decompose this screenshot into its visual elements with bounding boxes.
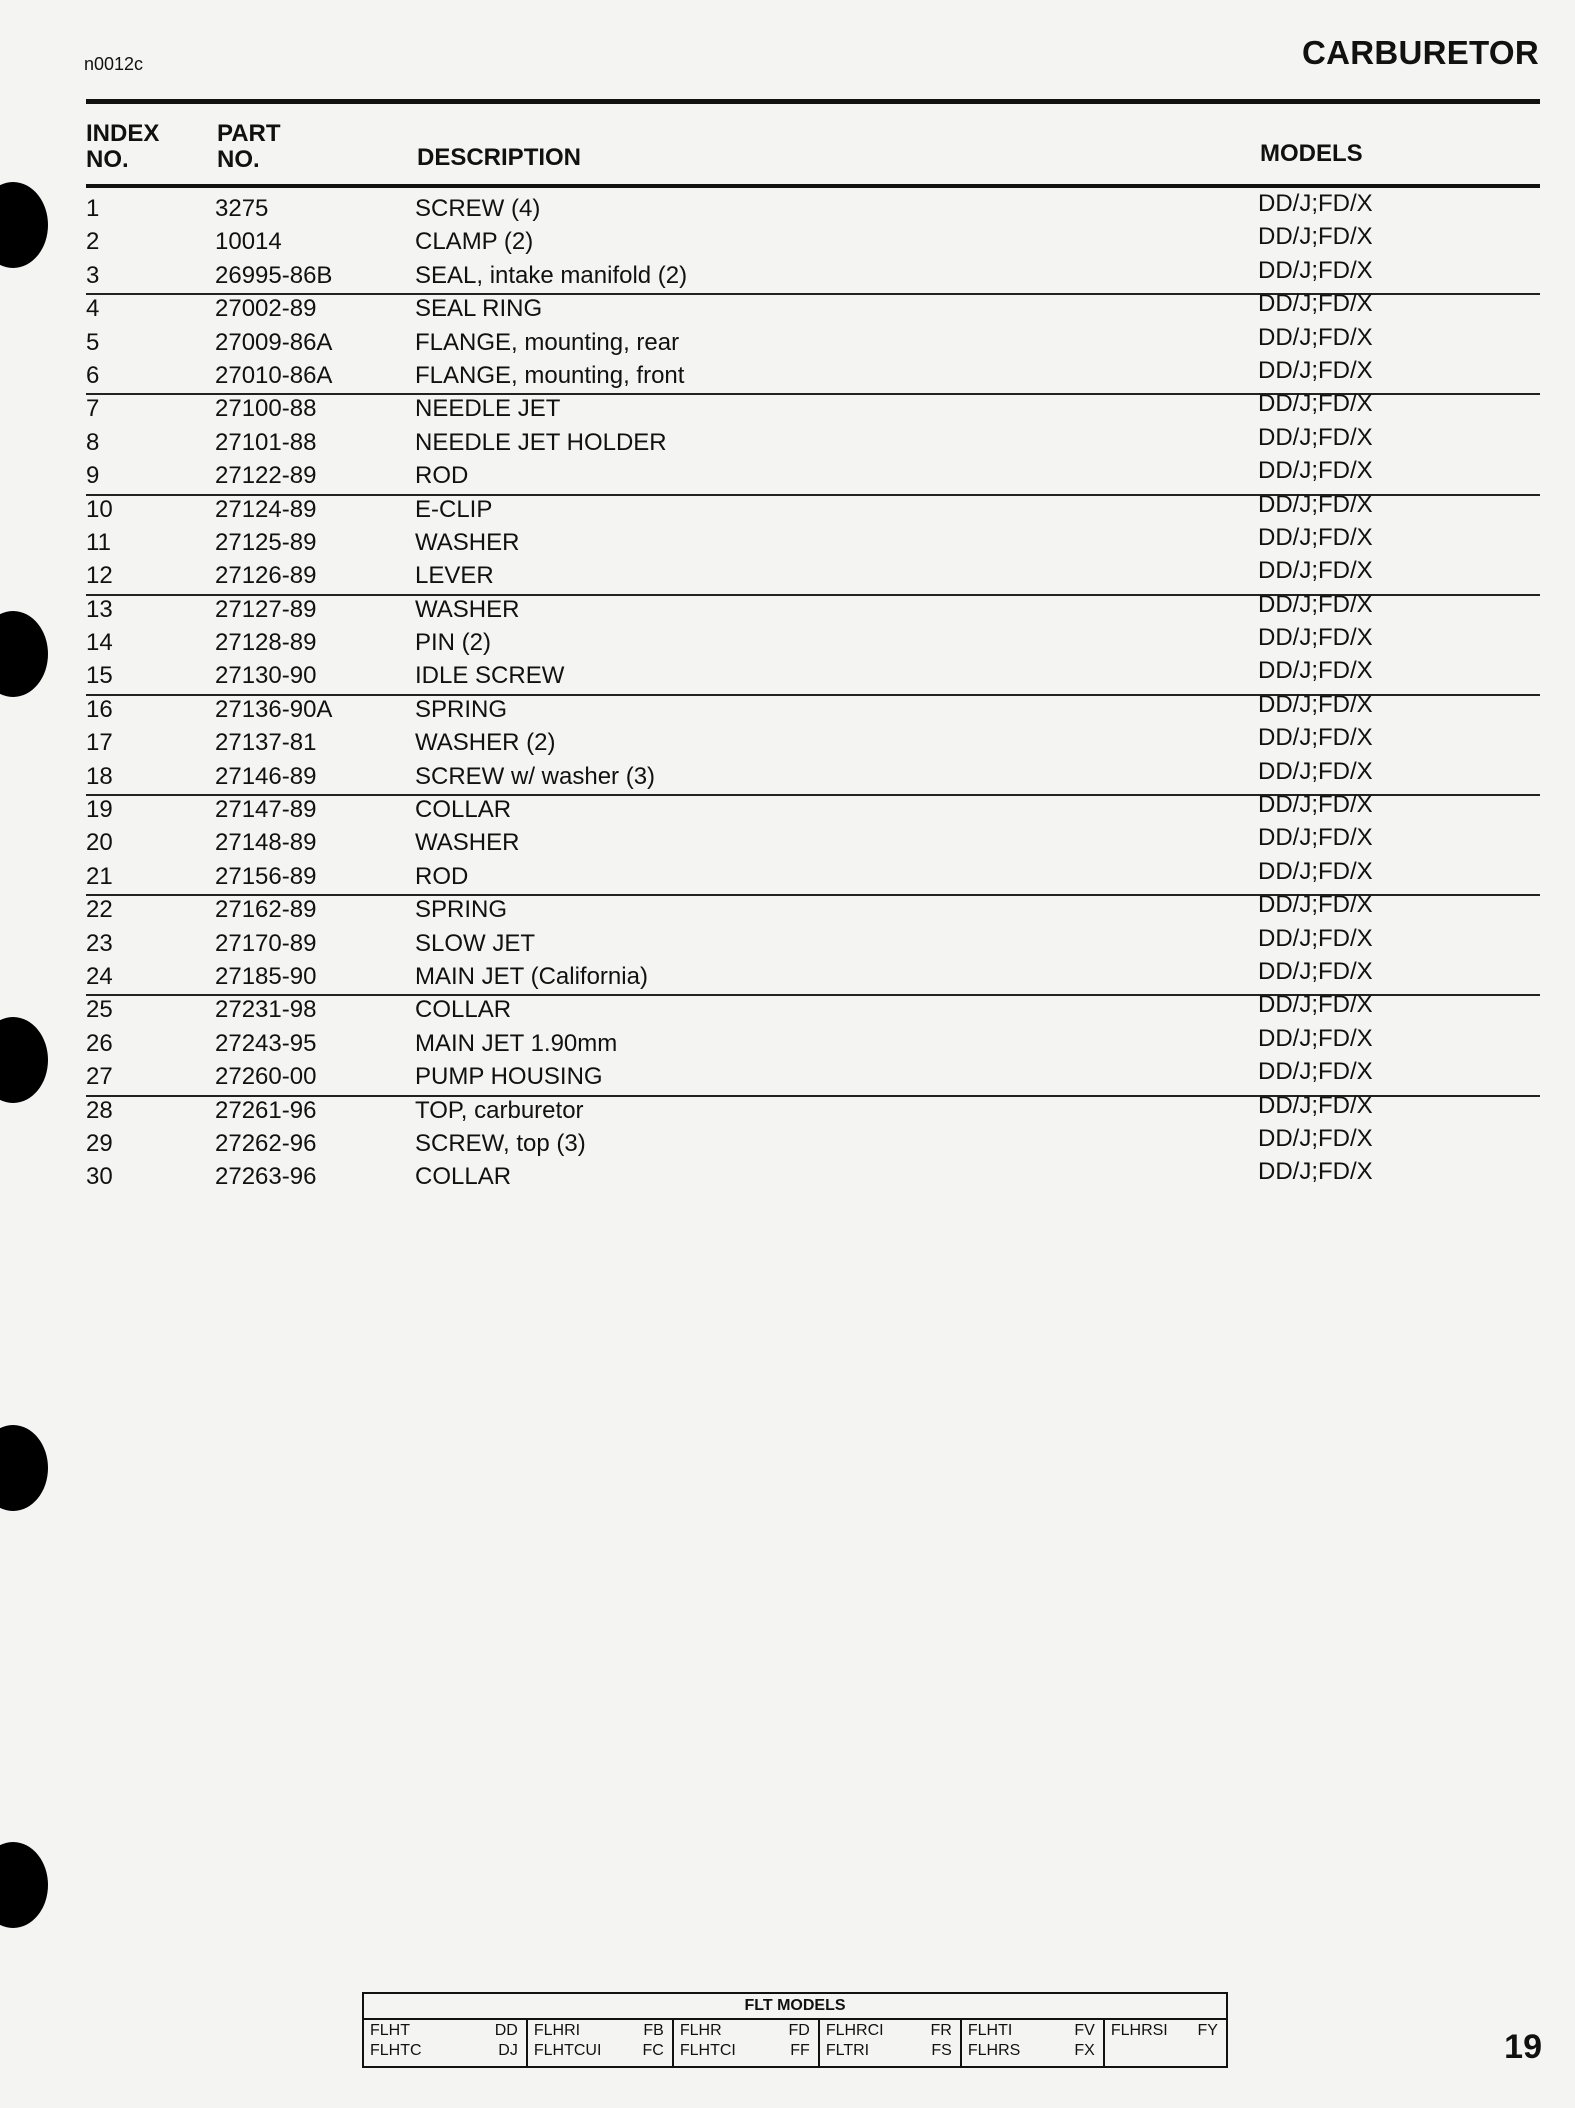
index-cell: 22 bbox=[86, 896, 113, 924]
description-cell: SLOW JET bbox=[415, 929, 536, 957]
models-cell: DD/J;FD/X bbox=[1258, 1158, 1373, 1186]
table-row bbox=[0, 590, 1575, 627]
model-code: DJ bbox=[498, 2042, 518, 2059]
table-row bbox=[0, 991, 1575, 1027]
document-code: n0012c bbox=[84, 54, 144, 74]
description-cell: SEAL, intake manifold (2) bbox=[415, 261, 688, 289]
model-code: FF bbox=[790, 2042, 810, 2059]
index-cell: 25 bbox=[86, 996, 113, 1024]
table-row bbox=[0, 557, 1575, 593]
part-number-cell: 27231-98 bbox=[215, 996, 317, 1024]
description-cell: CLAMP (2) bbox=[415, 228, 534, 256]
part-number-cell: 27002-89 bbox=[215, 295, 317, 323]
part-number-cell: 27162-89 bbox=[215, 896, 317, 924]
index-cell: 9 bbox=[86, 462, 100, 490]
part-number-cell: 27261-96 bbox=[215, 1096, 317, 1124]
index-cell: 30 bbox=[86, 1163, 113, 1191]
index-cell: 13 bbox=[86, 595, 113, 623]
models-cell: DD/J;FD/X bbox=[1258, 490, 1373, 518]
table-row bbox=[0, 290, 1575, 326]
description-cell: SCREW, top (3) bbox=[415, 1129, 586, 1157]
index-cell: 6 bbox=[86, 361, 100, 389]
table-row bbox=[0, 423, 1575, 460]
description-cell: PUMP HOUSING bbox=[415, 1063, 603, 1091]
table-row bbox=[0, 690, 1575, 727]
description-cell: IDLE SCREW bbox=[415, 662, 565, 690]
part-number-cell: 27243-95 bbox=[215, 1029, 317, 1057]
index-cell: 28 bbox=[86, 1096, 113, 1124]
models-cell: DD/J;FD/X bbox=[1258, 657, 1373, 685]
flt-models-title: FLT MODELS bbox=[364, 1994, 1226, 2020]
top-divider bbox=[86, 99, 1540, 104]
index-cell: 24 bbox=[86, 962, 113, 990]
index-cell: 14 bbox=[86, 629, 113, 657]
part-number-cell: 27137-81 bbox=[215, 729, 317, 757]
models-cell: DD/J;FD/X bbox=[1258, 557, 1373, 585]
model-code: FS bbox=[931, 2042, 952, 2059]
index-cell: 29 bbox=[86, 1129, 113, 1157]
index-cell: 17 bbox=[86, 729, 113, 757]
models-cell: DD/J;FD/X bbox=[1258, 924, 1373, 952]
table-row bbox=[0, 657, 1575, 693]
description-cell: SEAL RING bbox=[415, 295, 543, 323]
parts-table bbox=[0, 190, 1575, 1195]
models-cell: DD/J;FD/X bbox=[1258, 724, 1373, 752]
flt-model-group bbox=[820, 2020, 962, 2066]
models-cell: DD/J;FD/X bbox=[1258, 690, 1373, 718]
models-cell: DD/J;FD/X bbox=[1258, 624, 1373, 652]
flt-models-grid bbox=[364, 2020, 1226, 2066]
table-row bbox=[0, 190, 1575, 226]
models-cell: DD/J;FD/X bbox=[1258, 457, 1373, 485]
index-cell: 3 bbox=[86, 261, 100, 289]
table-row bbox=[0, 1158, 1575, 1194]
table-row bbox=[0, 523, 1575, 560]
part-number-cell: 27147-89 bbox=[215, 796, 317, 824]
part-number-cell: 27010-86A bbox=[215, 361, 333, 389]
binder-hole bbox=[0, 1425, 48, 1511]
models-cell: DD/J;FD/X bbox=[1258, 1124, 1373, 1152]
model-code: FB bbox=[643, 2022, 664, 2039]
model-name: FLHTCUI bbox=[533, 2042, 602, 2059]
part-number-cell: 27170-89 bbox=[215, 929, 317, 957]
models-column-header: MODELS bbox=[1260, 140, 1363, 167]
models-cell: DD/J;FD/X bbox=[1258, 323, 1373, 351]
description-cell: TOP, carburetor bbox=[415, 1096, 584, 1124]
model-code: FC bbox=[642, 2042, 664, 2059]
description-cell: NEEDLE JET HOLDER bbox=[415, 428, 667, 456]
index-cell: 26 bbox=[86, 1029, 113, 1057]
index-column-header: INDEX NO. bbox=[86, 120, 160, 173]
table-row bbox=[0, 857, 1575, 894]
part-number-cell: 27146-89 bbox=[215, 762, 317, 790]
description-cell: COLLAR bbox=[415, 796, 512, 824]
description-cell: WASHER bbox=[415, 829, 520, 857]
models-cell: DD/J;FD/X bbox=[1258, 423, 1373, 451]
table-row bbox=[0, 457, 1575, 493]
part-number-cell: 27122-89 bbox=[215, 462, 317, 490]
index-cell: 19 bbox=[86, 796, 113, 824]
model-code: DD bbox=[494, 2022, 518, 2039]
models-cell: DD/J;FD/X bbox=[1258, 791, 1373, 819]
table-row bbox=[0, 323, 1575, 360]
part-number-cell: 27156-89 bbox=[215, 862, 317, 890]
models-cell: DD/J;FD/X bbox=[1258, 256, 1373, 284]
model-name: FLHT bbox=[370, 2022, 410, 2039]
flt-model-group bbox=[1105, 2020, 1226, 2066]
table-row bbox=[0, 957, 1575, 994]
models-cell: DD/J;FD/X bbox=[1258, 290, 1373, 318]
header-divider bbox=[86, 184, 1540, 188]
index-cell: 15 bbox=[86, 662, 113, 690]
description-cell: WASHER bbox=[415, 528, 520, 556]
table-row bbox=[0, 490, 1575, 527]
models-cell: DD/J;FD/X bbox=[1258, 223, 1373, 251]
part-number-cell: 27125-89 bbox=[215, 528, 317, 556]
description-cell: NEEDLE JET bbox=[415, 395, 561, 423]
description-cell: LEVER bbox=[415, 562, 494, 590]
model-name: FLHR bbox=[679, 2022, 722, 2039]
index-cell: 23 bbox=[86, 929, 113, 957]
table-row bbox=[0, 256, 1575, 293]
table-row bbox=[0, 1024, 1575, 1061]
flt-model-group bbox=[962, 2020, 1105, 2066]
index-cell: 8 bbox=[86, 428, 100, 456]
part-number-cell: 27260-00 bbox=[215, 1063, 317, 1091]
index-cell: 1 bbox=[86, 195, 100, 222]
description-cell: COLLAR bbox=[415, 996, 512, 1024]
index-cell: 16 bbox=[86, 695, 113, 723]
table-row bbox=[0, 390, 1575, 426]
description-cell: SCREW w/ washer (3) bbox=[415, 762, 656, 790]
table-row bbox=[0, 724, 1575, 760]
part-number-cell: 3275 bbox=[215, 195, 269, 222]
part-number-cell: 10014 bbox=[215, 228, 282, 256]
description-cell: MAIN JET 1.90mm bbox=[415, 1029, 618, 1057]
table-row bbox=[0, 791, 1575, 827]
table-row bbox=[0, 356, 1575, 393]
page-number: 19 bbox=[1504, 2028, 1542, 2066]
description-cell: SPRING bbox=[415, 695, 508, 723]
models-cell: DD/J;FD/X bbox=[1258, 957, 1373, 985]
part-number-cell: 27262-96 bbox=[215, 1129, 317, 1157]
flt-model-group bbox=[528, 2020, 674, 2066]
models-cell: DD/J;FD/X bbox=[1258, 757, 1373, 785]
description-cell: MAIN JET (California) bbox=[415, 962, 648, 990]
description-cell: FLANGE, mounting, rear bbox=[415, 328, 680, 356]
model-code: FR bbox=[930, 2022, 952, 2039]
model-name: FLHRS bbox=[967, 2042, 1021, 2059]
part-number-cell: 27124-89 bbox=[215, 495, 317, 523]
models-cell: DD/J;FD/X bbox=[1258, 824, 1373, 852]
index-cell: 27 bbox=[86, 1063, 113, 1091]
models-cell: DD/J;FD/X bbox=[1258, 1058, 1373, 1086]
models-cell: DD/J;FD/X bbox=[1258, 991, 1373, 1019]
index-cell: 4 bbox=[86, 295, 100, 323]
index-cell: 5 bbox=[86, 328, 100, 356]
part-number-cell: 27127-89 bbox=[215, 595, 317, 623]
table-row bbox=[0, 624, 1575, 660]
model-name: FLHTCI bbox=[679, 2042, 736, 2059]
models-cell: DD/J;FD/X bbox=[1258, 190, 1373, 217]
model-code: FX bbox=[1074, 2042, 1095, 2059]
part-number-cell: 27100-88 bbox=[215, 395, 317, 423]
description-cell: WASHER (2) bbox=[415, 729, 556, 757]
table-row bbox=[0, 824, 1575, 860]
index-cell: 7 bbox=[86, 395, 100, 423]
part-number-cell: 27263-96 bbox=[215, 1163, 317, 1191]
part-number-cell: 26995-86B bbox=[215, 261, 333, 289]
models-cell: DD/J;FD/X bbox=[1258, 523, 1373, 551]
part-number-cell: 27101-88 bbox=[215, 428, 317, 456]
models-cell: DD/J;FD/X bbox=[1258, 857, 1373, 885]
flt-model-group bbox=[364, 2020, 528, 2066]
description-cell: SCREW (4) bbox=[415, 195, 541, 222]
flt-models-legend bbox=[362, 1992, 1228, 2068]
models-cell: DD/J;FD/X bbox=[1258, 590, 1373, 618]
index-cell: 10 bbox=[86, 495, 113, 523]
part-number-cell: 27148-89 bbox=[215, 829, 317, 857]
description-cell: COLLAR bbox=[415, 1163, 512, 1191]
part-number-cell: 27009-86A bbox=[215, 328, 333, 356]
table-row bbox=[0, 223, 1575, 259]
description-column-header: DESCRIPTION bbox=[417, 144, 582, 171]
part-number-cell: 27126-89 bbox=[215, 562, 317, 590]
description-cell: ROD bbox=[415, 862, 469, 890]
model-code: FD bbox=[788, 2022, 810, 2039]
index-cell: 2 bbox=[86, 228, 100, 256]
models-cell: DD/J;FD/X bbox=[1258, 356, 1373, 384]
table-row bbox=[0, 757, 1575, 794]
index-cell: 11 bbox=[86, 528, 111, 556]
model-name: FLHRCI bbox=[825, 2022, 884, 2039]
models-cell: DD/J;FD/X bbox=[1258, 1091, 1373, 1119]
description-cell: PIN (2) bbox=[415, 629, 492, 657]
model-name: FLHRI bbox=[533, 2022, 581, 2039]
section-title: CARBURETOR bbox=[1301, 34, 1539, 71]
model-code: FY bbox=[1197, 2022, 1218, 2039]
part-number-cell: 27185-90 bbox=[215, 962, 317, 990]
flt-model-group bbox=[674, 2020, 820, 2066]
part-number-cell: 27136-90A bbox=[215, 695, 333, 723]
index-cell: 18 bbox=[86, 762, 113, 790]
model-name: FLHTC bbox=[370, 2042, 422, 2059]
index-cell: 21 bbox=[86, 862, 113, 890]
index-cell: 20 bbox=[86, 829, 113, 857]
table-row bbox=[0, 891, 1575, 927]
binder-hole bbox=[0, 1842, 48, 1928]
part-column-header: PART NO. bbox=[217, 120, 281, 173]
description-cell: E-CLIP bbox=[415, 495, 493, 523]
part-number-cell: 27128-89 bbox=[215, 629, 317, 657]
models-cell: DD/J;FD/X bbox=[1258, 891, 1373, 919]
models-cell: DD/J;FD/X bbox=[1258, 1024, 1373, 1052]
table-row bbox=[0, 1058, 1575, 1094]
description-cell: ROD bbox=[415, 462, 469, 490]
index-cell: 12 bbox=[86, 562, 113, 590]
table-row bbox=[0, 1124, 1575, 1161]
table-row bbox=[0, 924, 1575, 961]
model-name: FLTRI bbox=[825, 2042, 870, 2059]
model-name: FLHTI bbox=[967, 2022, 1013, 2039]
model-name: FLHRSI bbox=[1110, 2022, 1168, 2039]
part-number-cell: 27130-90 bbox=[215, 662, 317, 690]
description-cell: SPRING bbox=[415, 896, 508, 924]
model-code: FV bbox=[1074, 2022, 1095, 2039]
description-cell: WASHER bbox=[415, 595, 520, 623]
models-cell: DD/J;FD/X bbox=[1258, 390, 1373, 418]
table-row bbox=[0, 1091, 1575, 1128]
description-cell: FLANGE, mounting, front bbox=[415, 361, 685, 389]
